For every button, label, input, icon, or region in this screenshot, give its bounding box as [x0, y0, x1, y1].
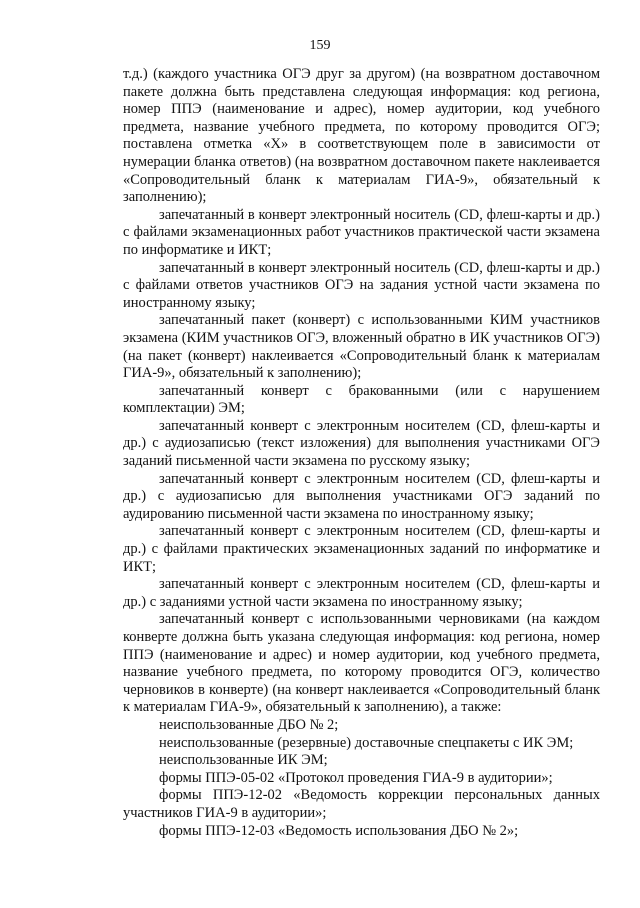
paragraph: формы ППЭ-05-02 «Протокол проведения ГИА-9 в аудитории»;: [159, 769, 553, 786]
paragraph: запечатанный конверт с электронным носителем (CD, флеш-карты и др.) с заданиями устной части экзамена по иностранному языку;: [123, 576, 600, 610]
page-number: 159: [309, 38, 331, 53]
paragraph: запечатанный в конверт электронный носитель (CD, флеш-карты и др.) с файлами экзаменационных работ участников практической части экзамена по информатике и ИКТ;: [123, 206, 600, 258]
paragraph: неиспользованные (резервные) доставочные спецпакеты с ИК ЭМ;: [159, 734, 574, 751]
paragraph: запечатанный конверт с бракованными (или с нарушением комплектации) ЭМ;: [123, 382, 600, 417]
paragraph: формы ППЭ-12-02 «Ведомость коррекции персональных данных участников ГИА-9 в аудитории»;: [123, 787, 600, 821]
paragraph: запечатанный пакет (конверт) с использованными КИМ участников экзамена (КИМ участников ОГЭ, вложенный обратно в ИК участников ОГЭ) (на пакет (конверт) наклеивается «Сопроводительный бланк к материалам ГИА-9», обязательный к заполнению);: [123, 312, 600, 382]
paragraph: запечатанный конверт с электронным носителем (CD, флеш-карты и др.) с аудиозаписью (текст изложения) для выполнения участниками ОГЭ заданий письменной части экзамена по русскому языку;: [123, 417, 600, 470]
paragraph: запечатанный конверт с электронным носителем (CD, флеш-карты и др.) с аудиозаписью для выполнения участниками ОГЭ заданий по аудированию письменной части экзамена по иностранному языку;: [123, 470, 600, 522]
paragraph: неиспользованные ДБО № 2;: [159, 716, 339, 733]
paragraph: неиспользованные ИК ЭМ;: [159, 752, 328, 769]
document-body: [123, 66, 600, 840]
paragraph: запечатанный в конверт электронный носитель (CD, флеш-карты и др.) с файлами ответов участников ОГЭ на задания устной части экзамена по иностранному языку;: [123, 259, 600, 311]
paragraph: формы ППЭ-12-03 «Ведомость использования ДБО № 2»;: [159, 822, 519, 839]
paragraph: запечатанный конверт с электронным носителем (CD, флеш-карты и др.) с файлами практических экзаменационных заданий по информатике и ИКТ;: [123, 523, 600, 575]
paragraph: запечатанный конверт с использованными черновиками (на каждом конверте должна быть указана следующая информация: код региона, номер ППЭ (наименование и адрес) и номер аудитории, код учебного предмета, название учебного предмета, по которому проводится ОГЭ, количество черновиков в конверте) (на конверт наклеивается «Сопроводительный бланк к материалам ГИА-9», обязательный к заполнению), а также:: [123, 611, 600, 716]
paragraph: т.д.) (каждого участника ОГЭ друг за другом) (на возвратном доставочном пакете должна быть представлена следующая информация: код региона, номер ППЭ (наименование и адрес), номер аудитории, код учебного предмета, название учебного предмета, по которому проводится ОГЭ; поставлена отметка «Х» в соответствующем поле в зависимости от нумерации бланка ответов) (на возвратном доставочном пакете наклеивается «Сопроводительный бланк к материалам ГИА-9», обязательный к заполнению);: [123, 66, 600, 206]
